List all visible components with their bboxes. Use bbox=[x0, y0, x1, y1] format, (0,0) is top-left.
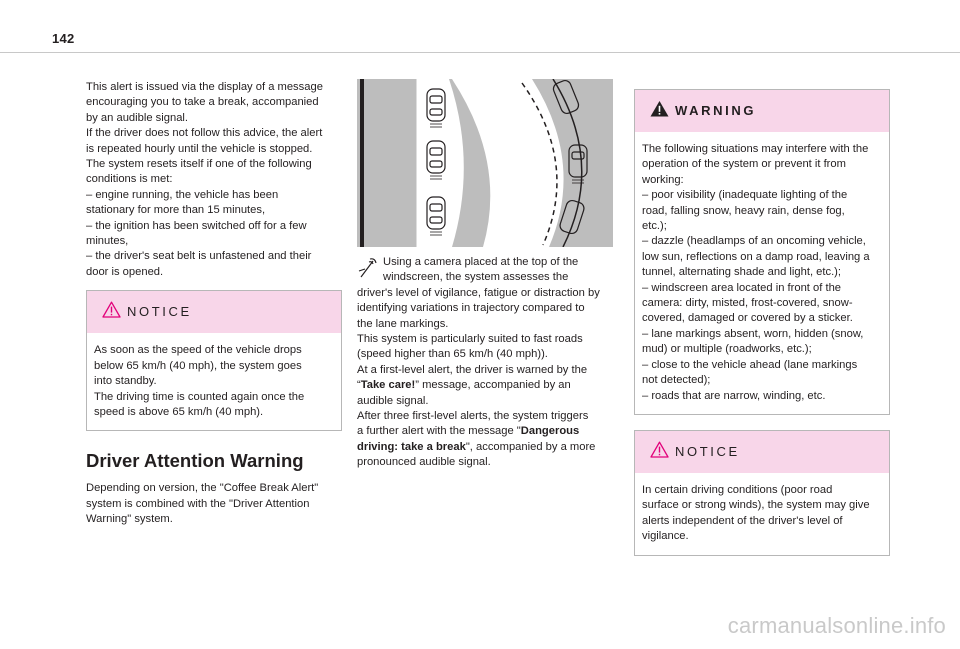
notice-box-conditions bbox=[634, 430, 890, 556]
quote-open: “ bbox=[357, 379, 361, 392]
camera-rest-text: driver's level of vigilance, fatigue or distraction by identifying variations in trajectory compared to the lane markings. This system is particularly suited to fast roads (speed higher than 65 km/h (40 mph)). At a first-level alert, the driver is warned by the bbox=[357, 286, 600, 376]
notice-header bbox=[635, 431, 889, 473]
take-care-message: Take care! bbox=[360, 379, 416, 392]
audible-text: audible signal. After three first-level alerts, the system triggers a further alert with the message " bbox=[357, 394, 589, 438]
watermark: carmanualsonline.info bbox=[727, 613, 946, 638]
notice-triangle-icon bbox=[102, 301, 121, 318]
lane-drift-illustration bbox=[357, 79, 613, 247]
warning-label: WARNING bbox=[675, 103, 757, 118]
camera-description bbox=[357, 255, 613, 471]
coffee-break-intro: This alert is issued via the display of a message encouraging you to take a break, accompanied by an audible signal. If the driver does not follow this advice, the alert is repeated hourly until the vehicle is stopped. The system resets itself if one of the following conditions is met: – engine running, the vehicle has been stationary for more than 15 minutes, – the ignition has been switched off for a few minutes, – the driver's seat belt is unfastened and their door is opened. bbox=[86, 81, 323, 278]
notice-label: NOTICE bbox=[675, 443, 740, 459]
notice-text: As soon as the speed of the vehicle drops below 65 km/h (40 mph), the system goes into standby. The driving time is counted again once the speed is above 65 km/h (40 mph). bbox=[94, 344, 305, 418]
column-middle bbox=[357, 79, 613, 471]
warning-box bbox=[634, 89, 890, 415]
header-divider bbox=[0, 52, 960, 53]
driver-attention-intro: Depending on version, the "Coffee Break Alert" system is combined with the "Driver Attention Warning" system. bbox=[86, 482, 319, 526]
notice-triangle-icon bbox=[650, 441, 669, 458]
column-right bbox=[634, 89, 890, 556]
dangerous-driving-message: Dangerous driving: take a break bbox=[357, 425, 580, 453]
page-number: 142 bbox=[52, 31, 75, 46]
notice-text: In certain driving conditions (poor road surface or strong winds), the system may give alerts independent of the driver's level of vigilance. bbox=[642, 483, 870, 543]
camera-body-text bbox=[357, 286, 613, 471]
section-title-driver-attention: Driver Attention Warning bbox=[86, 450, 304, 472]
warning-triangle-icon bbox=[650, 100, 669, 117]
warning-text: The following situations may interfere with the operation of the system or prevent it from working: – poor visibility (inadequate lighting of the road, falling snow, heavy rain, dense fog, etc.); – dazzle (headlamps of an oncoming vehicle, low sun, reflections on a damp road, leaving a tunnel, alternating shade and light, etc.); – windscreen area located in front of the camera: dirty, misted, frost-covered, snow- covered, damaged or covered by a sticker. – lane markings absent, worn, hidden (snow, mud) or multiple (roadworks, etc.); – close to the vehicle ahead (lane markings not detected); – roads that are narrow, winding, etc. bbox=[642, 143, 870, 402]
notice-box-standby bbox=[86, 290, 342, 431]
camera-icon bbox=[358, 257, 378, 279]
notice-label: NOTICE bbox=[127, 304, 192, 320]
column-left bbox=[86, 80, 342, 528]
take-care-tail: ” message, accompanied by an bbox=[415, 379, 571, 392]
notice-header bbox=[87, 291, 341, 333]
dangerous-tail: ", accompanied by a more pronounced audible signal. bbox=[357, 440, 596, 469]
warning-header bbox=[635, 90, 889, 132]
camera-lead-text: Using a camera placed at the top of the windscreen, the system assesses the bbox=[383, 256, 579, 284]
